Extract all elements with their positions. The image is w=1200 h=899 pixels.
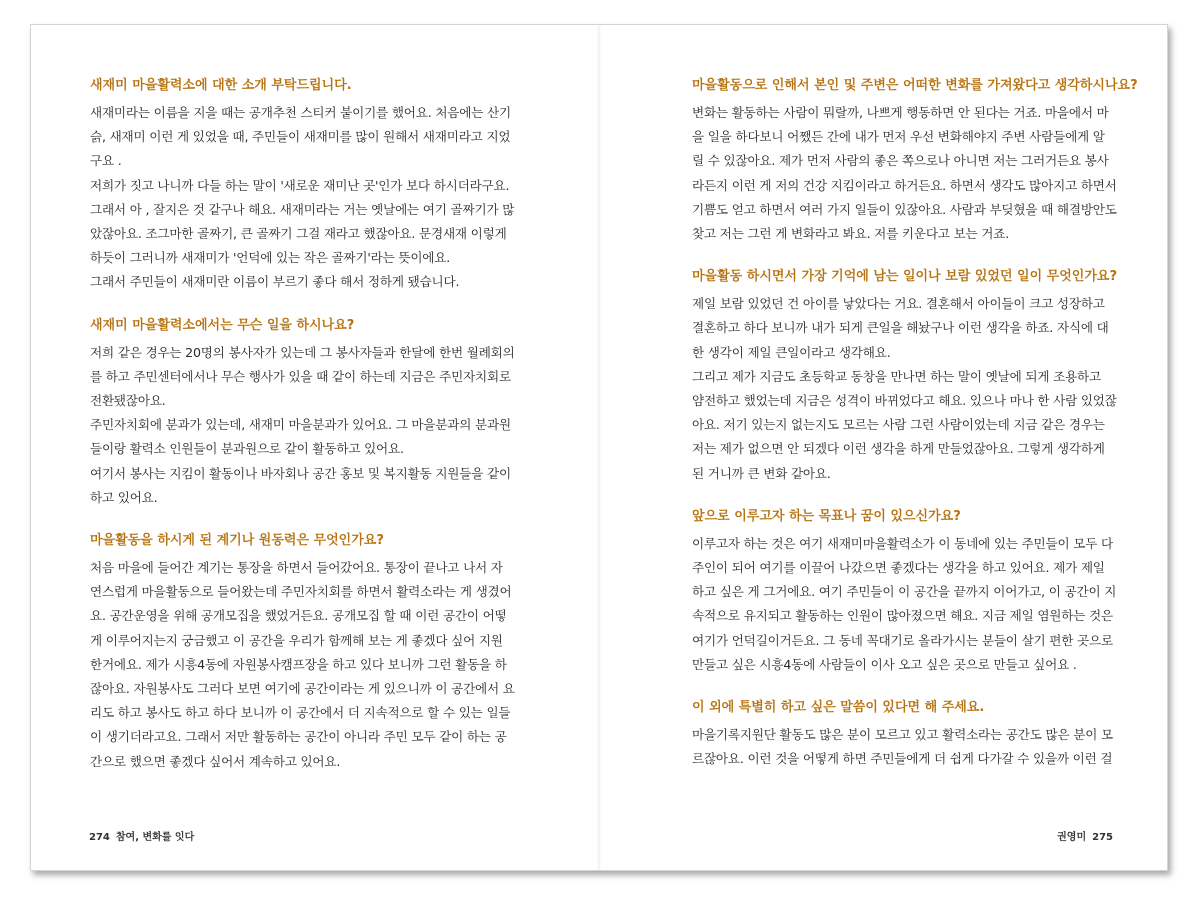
answer-line: 게 이루어지는지 궁금했고 이 공간을 우리가 함께해 보는 게 좋겠다 싶어 지원: [90, 632, 503, 648]
answer-line: 요. 공간운영을 위해 공개모집을 했었거든요. 공개모집 할 때 이런 공간이 어떻: [90, 608, 507, 624]
answer-line: 한거에요. 제가 시흥4동에 자원봉사캠프장을 하고 있다 보니까 그런 활동을 하: [90, 656, 507, 672]
answer-line: 변화는 활동하는 사람이 뭐랄까, 나쁘게 행동하면 안 된다는 거죠. 마을에서 마: [692, 105, 1109, 120]
answer-line: 저희가 짓고 나니까 다들 하는 말이 '새로운 재미난 곳'인가 보다 하시더라구요.: [90, 177, 510, 193]
answer-line: 마을기록지원단 활동도 많은 분이 모르고 있고 활력소라는 공간도 많은 분이 모: [692, 727, 1113, 743]
question-heading: 마을활동으로 인해서 본인 및 주변은 어떠한 변화를 가져왔다고 생각하시나요?: [692, 78, 1138, 93]
qa-section: [692, 508, 1117, 677]
page-number: 274: [89, 832, 110, 843]
answer-line: 한 생각이 제일 큰일이라고 생각해요.: [692, 344, 891, 360]
answer-line: 이 생기더라고요. 그래서 저만 활동하는 공간이 아니라 주민 모두 같이 하는 공: [90, 729, 507, 745]
right-column: [692, 77, 1138, 793]
answer-line: 을 일을 하다보니 어쨌든 간에 내가 먼저 우선 변화해야지 주변 사람들에게 알: [692, 129, 1105, 145]
qa-section: [692, 77, 1138, 246]
answer-line: 그리고 제가 지금도 초등학교 동창을 만나면 하는 말이 옛날에 되게 조용하고: [692, 368, 1101, 384]
left-page: [31, 25, 599, 870]
answer-line: 리도 하고 봉사도 하고 하다 보니까 이 공간에서 더 지속적으로 할 수 있는 일들: [90, 705, 511, 721]
qa-section: [692, 268, 1118, 486]
answer-line: 릴 수 있잖아요. 제가 먼저 사람의 좋은 쪽으로나 아니면 저는 그러거든요 봉사: [692, 153, 1109, 169]
question-heading: 새재미 마을활력소에서는 무슨 일을 하시나요?: [90, 317, 355, 333]
answer-line: 구요 .: [90, 153, 122, 169]
answer-line: 속적으로 유지되고 활동하는 인원이 많아졌으면 해요. 지금 제일 염원하는 것은: [692, 608, 1113, 624]
answer-line: 주민자치회에 분과가 있는데, 새재미 마을분과가 있어요. 그 마을분과의 분과원: [90, 417, 511, 433]
answer-line: 이루고자 하는 것은 여기 새재미마을활력소가 이 동네에 있는 주민들이 모두 다: [692, 535, 1113, 551]
question-heading: 이 외에 특별히 하고 싶은 말씀이 있다면 해 주세요.: [692, 700, 985, 716]
answer-line: 았잖아요. 조그마한 골짜기, 큰 골짜기 그걸 재라고 했잖아요. 문경새재 이렇게: [90, 226, 507, 242]
qa-section: [90, 77, 515, 295]
running-title: 참여, 변화를 잇다: [115, 832, 195, 843]
answer-line: 그래서 아 , 잘지은 것 같구나 해요. 새재미라는 거는 옛날에는 여기 골짜기가 많: [90, 201, 515, 217]
page-footer: [1057, 828, 1113, 843]
page-footer: [89, 828, 194, 843]
answer-line: 잖아요. 자원봉사도 그러다 보면 여기에 공간이라는 게 있으니까 이 공간에서 요: [90, 681, 515, 697]
answer-line: 결혼하고 하다 보니까 내가 되게 큰일을 해놨구나 이런 생각을 하죠. 자식에 대: [692, 320, 1109, 336]
answer-line: 라든지 이런 게 저의 건강 지킴이라고 하거든요. 하면서 생각도 많아지고 하면서: [692, 177, 1117, 193]
answer-line: 저는 제가 없으면 안 되겠다 이런 생각을 하게 만들었잖아요. 그렇게 생각하게: [692, 441, 1105, 457]
answer-line: 처음 마을에 들어간 계기는 통장을 하면서 들어갔어요. 통장이 끝나고 나서 자: [90, 560, 503, 576]
answer-line: 하고 싶은 게 그거에요. 여기 주민들이 이 공간을 끝까지 이어가고, 이 공간이 지: [692, 584, 1117, 600]
answer-line: 연스럽게 마을활동으로 들어왔는데 주민자치회를 하면서 활력소라는 게 생겼어: [90, 584, 512, 600]
author-name: 권영미: [1057, 832, 1087, 843]
answer-line: 하고 있어요.: [90, 489, 158, 505]
question-heading: 마을활동 하시면서 가장 기억에 남는 일이나 보람 있었던 일이 무엇인가요?: [692, 269, 1118, 285]
answer-line: 르잖아요. 이런 것을 어떻게 하면 주민들에게 더 쉽게 다가갈 수 있을까 이런 걸: [692, 751, 1113, 767]
answer-line: 들이랑 활력소 인원들이 분과원으로 같이 활동하고 있어요.: [90, 441, 404, 457]
answer-line: 그래서 주민들이 새재미란 이름이 부르기 좋다 해서 정하게 됐습니다.: [90, 274, 460, 290]
page-number: 275: [1092, 832, 1113, 843]
qa-section: [90, 532, 515, 774]
question-heading: 마을활동을 하시게 된 계기나 원동력은 무엇인가요?: [90, 533, 384, 549]
question-heading: 새재미 마을활력소에 대한 소개 부탁드립니다.: [90, 78, 352, 93]
answer-line: 여기가 언덕길이거든요. 그 동네 꼭대기로 올라가시는 분들이 살기 편한 곳으로: [692, 632, 1113, 648]
answer-line: 찾고 저는 그런 게 변화라고 봐요. 저를 키운다고 보는 거죠.: [692, 226, 1010, 242]
answer-line: 하듯이 그러니까 새재미가 '언덕에 있는 작은 골짜기'라는 뜻이에요.: [90, 250, 451, 266]
answer-line: 만들고 싶은 시흥4동에 사람들이 이사 오고 싶은 곳으로 만들고 싶어요 .: [692, 656, 1077, 672]
answer-line: 간으로 했으면 좋겠다 싶어서 계속하고 있어요.: [90, 753, 341, 769]
answer-line: 를 하고 주민센터에서나 무슨 행사가 있을 때 같이 하는데 지금은 주민자치회로: [90, 368, 511, 384]
answer-line: 된 거니까 큰 변화 같아요.: [692, 465, 831, 481]
answer-line: 새재미라는 이름을 지을 때는 공개추천 스티커 붙이기를 했어요. 처음에는 산기: [90, 105, 511, 120]
answer-line: 여기서 봉사는 지킴이 활동이나 바자회나 공간 홍보 및 복지활동 지원들을 같이: [90, 465, 511, 481]
question-heading: 앞으로 이루고자 하는 목표나 꿈이 있으신가요?: [692, 508, 961, 524]
answer-line: 전환됐잖아요.: [90, 393, 166, 409]
answer-line: 얌전하고 했었는데 지금은 성격이 바뀌었다고 해요. 있으나 마나 한 사람 있었잖: [692, 393, 1117, 409]
answer-line: 기쁨도 얻고 하면서 여러 가지 일들이 있잖아요. 사람과 부딪혔을 때 해결방안도: [692, 201, 1117, 217]
book-spread: [30, 24, 1168, 871]
answer-line: 제일 보람 있었던 건 아이를 낳았다는 거요. 결혼해서 아이들이 크고 성장하고: [692, 296, 1105, 312]
qa-section: [692, 699, 1113, 771]
answer-line: 아요. 저기 있는지 없는지도 모르는 사람 그런 사람이었는데 지금 같은 경우는: [692, 417, 1105, 433]
answer-line: 주인이 되어 여기를 이끌어 나갔으면 좋겠다는 생각을 하고 있어요. 제가 제일: [692, 560, 1105, 576]
right-page: [599, 25, 1167, 870]
answer-line: 저희 같은 경우는 20명의 봉사자가 있는데 그 봉사자들과 한달에 한번 월례회의: [90, 344, 515, 360]
qa-section: [90, 317, 515, 510]
left-column: [90, 77, 515, 796]
answer-line: 슭, 새재미 이런 게 있었을 때, 주민들이 새재미를 많이 원해서 새재미라고 지었: [90, 129, 511, 145]
